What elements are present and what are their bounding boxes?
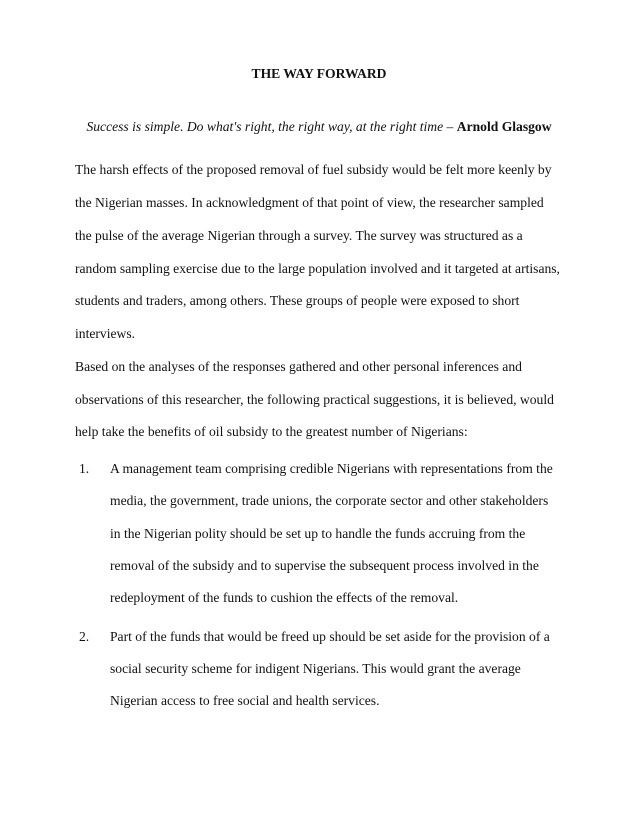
list-item-number: 2. bbox=[79, 629, 90, 644]
paragraph-1-line: students and traders, among others. These groups of people were exposed to short bbox=[75, 293, 520, 308]
paragraph-2-line: help take the benefits of oil subsidy to the greatest number of Nigerians: bbox=[75, 424, 468, 439]
list-item-line: A management team comprising credible Nigerians with representations from the bbox=[110, 461, 553, 476]
list-item-line: Nigerian access to free social and health services. bbox=[110, 693, 380, 708]
paragraph-1-line: random sampling exercise due to the large population involved and it targeted at artisans, bbox=[75, 261, 560, 276]
quote-text: Success is simple. Do what's right, the right way, at the right time bbox=[86, 119, 444, 134]
list-item-line: media, the government, trade unions, the corporate sector and other stakeholders bbox=[110, 493, 549, 508]
paragraph-2-line: observations of this researcher, the following practical suggestions, it is believed, would bbox=[75, 392, 554, 407]
list-item-line: social security scheme for indigent Nigerians. This would grant the average bbox=[110, 661, 521, 676]
list-item-line: Part of the funds that would be freed up should be set aside for the provision of a bbox=[110, 629, 550, 644]
paragraph-1-line: the Nigerian masses. In acknowledgment of that point of view, the researcher sampled bbox=[75, 195, 544, 210]
document-title: THE WAY FORWARD bbox=[251, 66, 387, 81]
epigraph-quote bbox=[0, 117, 638, 137]
paragraph-1-line: interviews. bbox=[75, 326, 136, 341]
quote-dash: – bbox=[443, 119, 457, 134]
list-item-number: 1. bbox=[79, 461, 90, 476]
list-item-line: removal of the subsidy and to supervise the subsequent process involved in the bbox=[110, 558, 539, 573]
quote-author: Arnold Glasgow bbox=[456, 119, 552, 134]
paragraph-2-line: Based on the analyses of the responses gathered and other personal inferences and bbox=[75, 359, 522, 374]
list-item-line: redeployment of the funds to cushion the effects of the removal. bbox=[110, 590, 459, 605]
paragraph-1-line: the pulse of the average Nigerian through a survey. The survey was structured as a bbox=[75, 228, 523, 243]
paragraph-1-line: The harsh effects of the proposed removal of fuel subsidy would be felt more keenly by bbox=[75, 162, 552, 177]
list-item-line: in the Nigerian polity should be set up to handle the funds accruing from the bbox=[110, 526, 526, 541]
